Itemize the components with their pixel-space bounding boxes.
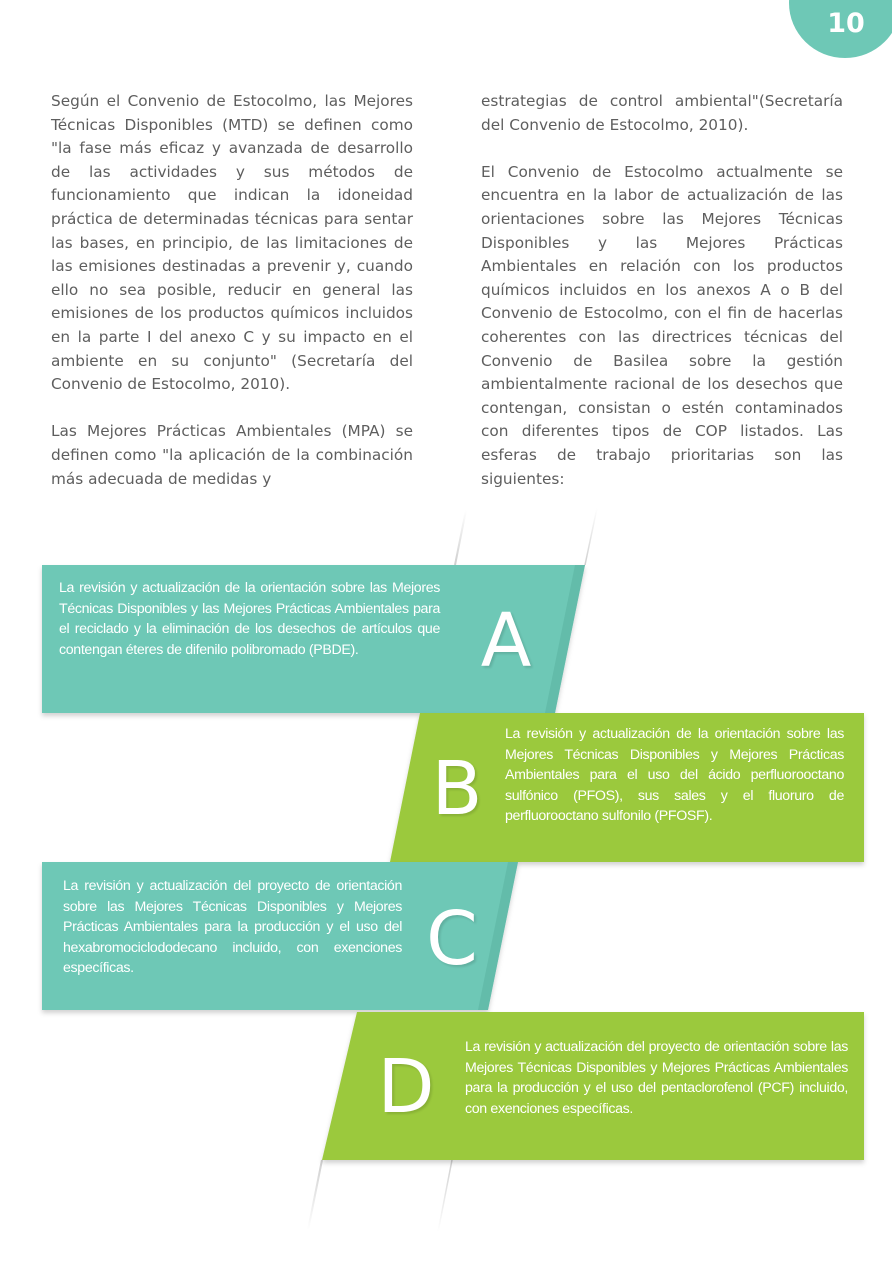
paragraph-mpa-definition: Las Mejores Prácticas Ambientales (MPA) se definen como "la aplicación de la combinación más adecuada de medidas y (51, 422, 413, 488)
decorative-line (438, 1160, 452, 1232)
priority-area-d-text: La revisión y actualización del proyecto de orientación sobre las Mejores Técnicas Disponibles y Mejores Prácticas Ambientales para la producción y el uso del pentaclorofenol (PCF) incluido, con exenciones específicas. (465, 1039, 848, 1117)
decorative-line (308, 1160, 322, 1230)
priority-area-b-text: La revisión y actualización de la orientación sobre las Mejores Técnicas Disponibles y Mejores Prácticas Ambientales para el uso del ácido perfluorooctano sulfónico (PFOS), sus sales y el fluoruro de perfluorooctano sulfonilo (PFOSF). (505, 726, 844, 824)
paragraph-convention-update: El Convenio de Estocolmo actualmente se encuentra en la labor de actualización de las orientaciones sobre las Mejores Técnicas Disponibles y las Mejores Prácticas Ambientales en relación con los productos químicos incluidos en los anexos A o B del Convenio de Estocolmo, con el fin de hacerlas coherentes con las directrices técnicas del Convenio de Basilea sobre la gestión ambientalmente racional de los desechos que contengan, consistan o estén contaminados con diferentes tipos de COP listados. Las esferas de trabajo prioritarias son las siguientes: (481, 162, 843, 488)
priority-area-c-text: La revisión y actualización del proyecto de orientación sobre las Mejores Técnicas Disponibles y Mejores Prácticas Ambientales para la producción y el uso del hexabromociclododecano incluido, con exenciones específicas. (63, 878, 402, 976)
decorative-line (585, 508, 597, 565)
priority-area-d-letter: D (377, 1044, 435, 1130)
priority-area-a-text: La revisión y actualización de la orientación sobre las Mejores Técnicas Disponibles y las Mejores Prácticas Ambientales para el reciclado y la eliminación de los desechos de artículos que contengan éteres de difenilo polibromado (PBDE). (59, 580, 440, 658)
priority-area-c-letter: C (426, 896, 478, 982)
priority-area-b-letter: B (431, 746, 483, 832)
paragraph-mtd-definition: Según el Convenio de Estocolmo, las Mejores Técnicas Disponibles (MTD) se definen como "la fase más eficaz y avanzada de desarrollo de las actividades y sus métodos de funcionamiento que indican la idoneidad práctica de determinadas técnicas para sentar las bases, en principio, de las limitaciones de las emisiones destinadas a prevenir y, cuando ello no sea posible, reducir en general las emisiones de los productos químicos incluidos en la parte I del anexo C y su impacto en el ambiente en su conjunto" (Secretaría del Convenio de Estocolmo, 2010). (51, 92, 413, 394)
page-number: 10 (827, 8, 865, 39)
paragraph-mpa-continuation: estrategias de control ambiental"(Secretaría del Convenio de Estocolmo, 2010). (481, 92, 843, 134)
decorative-line (455, 510, 466, 565)
priority-area-a-letter: A (480, 598, 532, 684)
